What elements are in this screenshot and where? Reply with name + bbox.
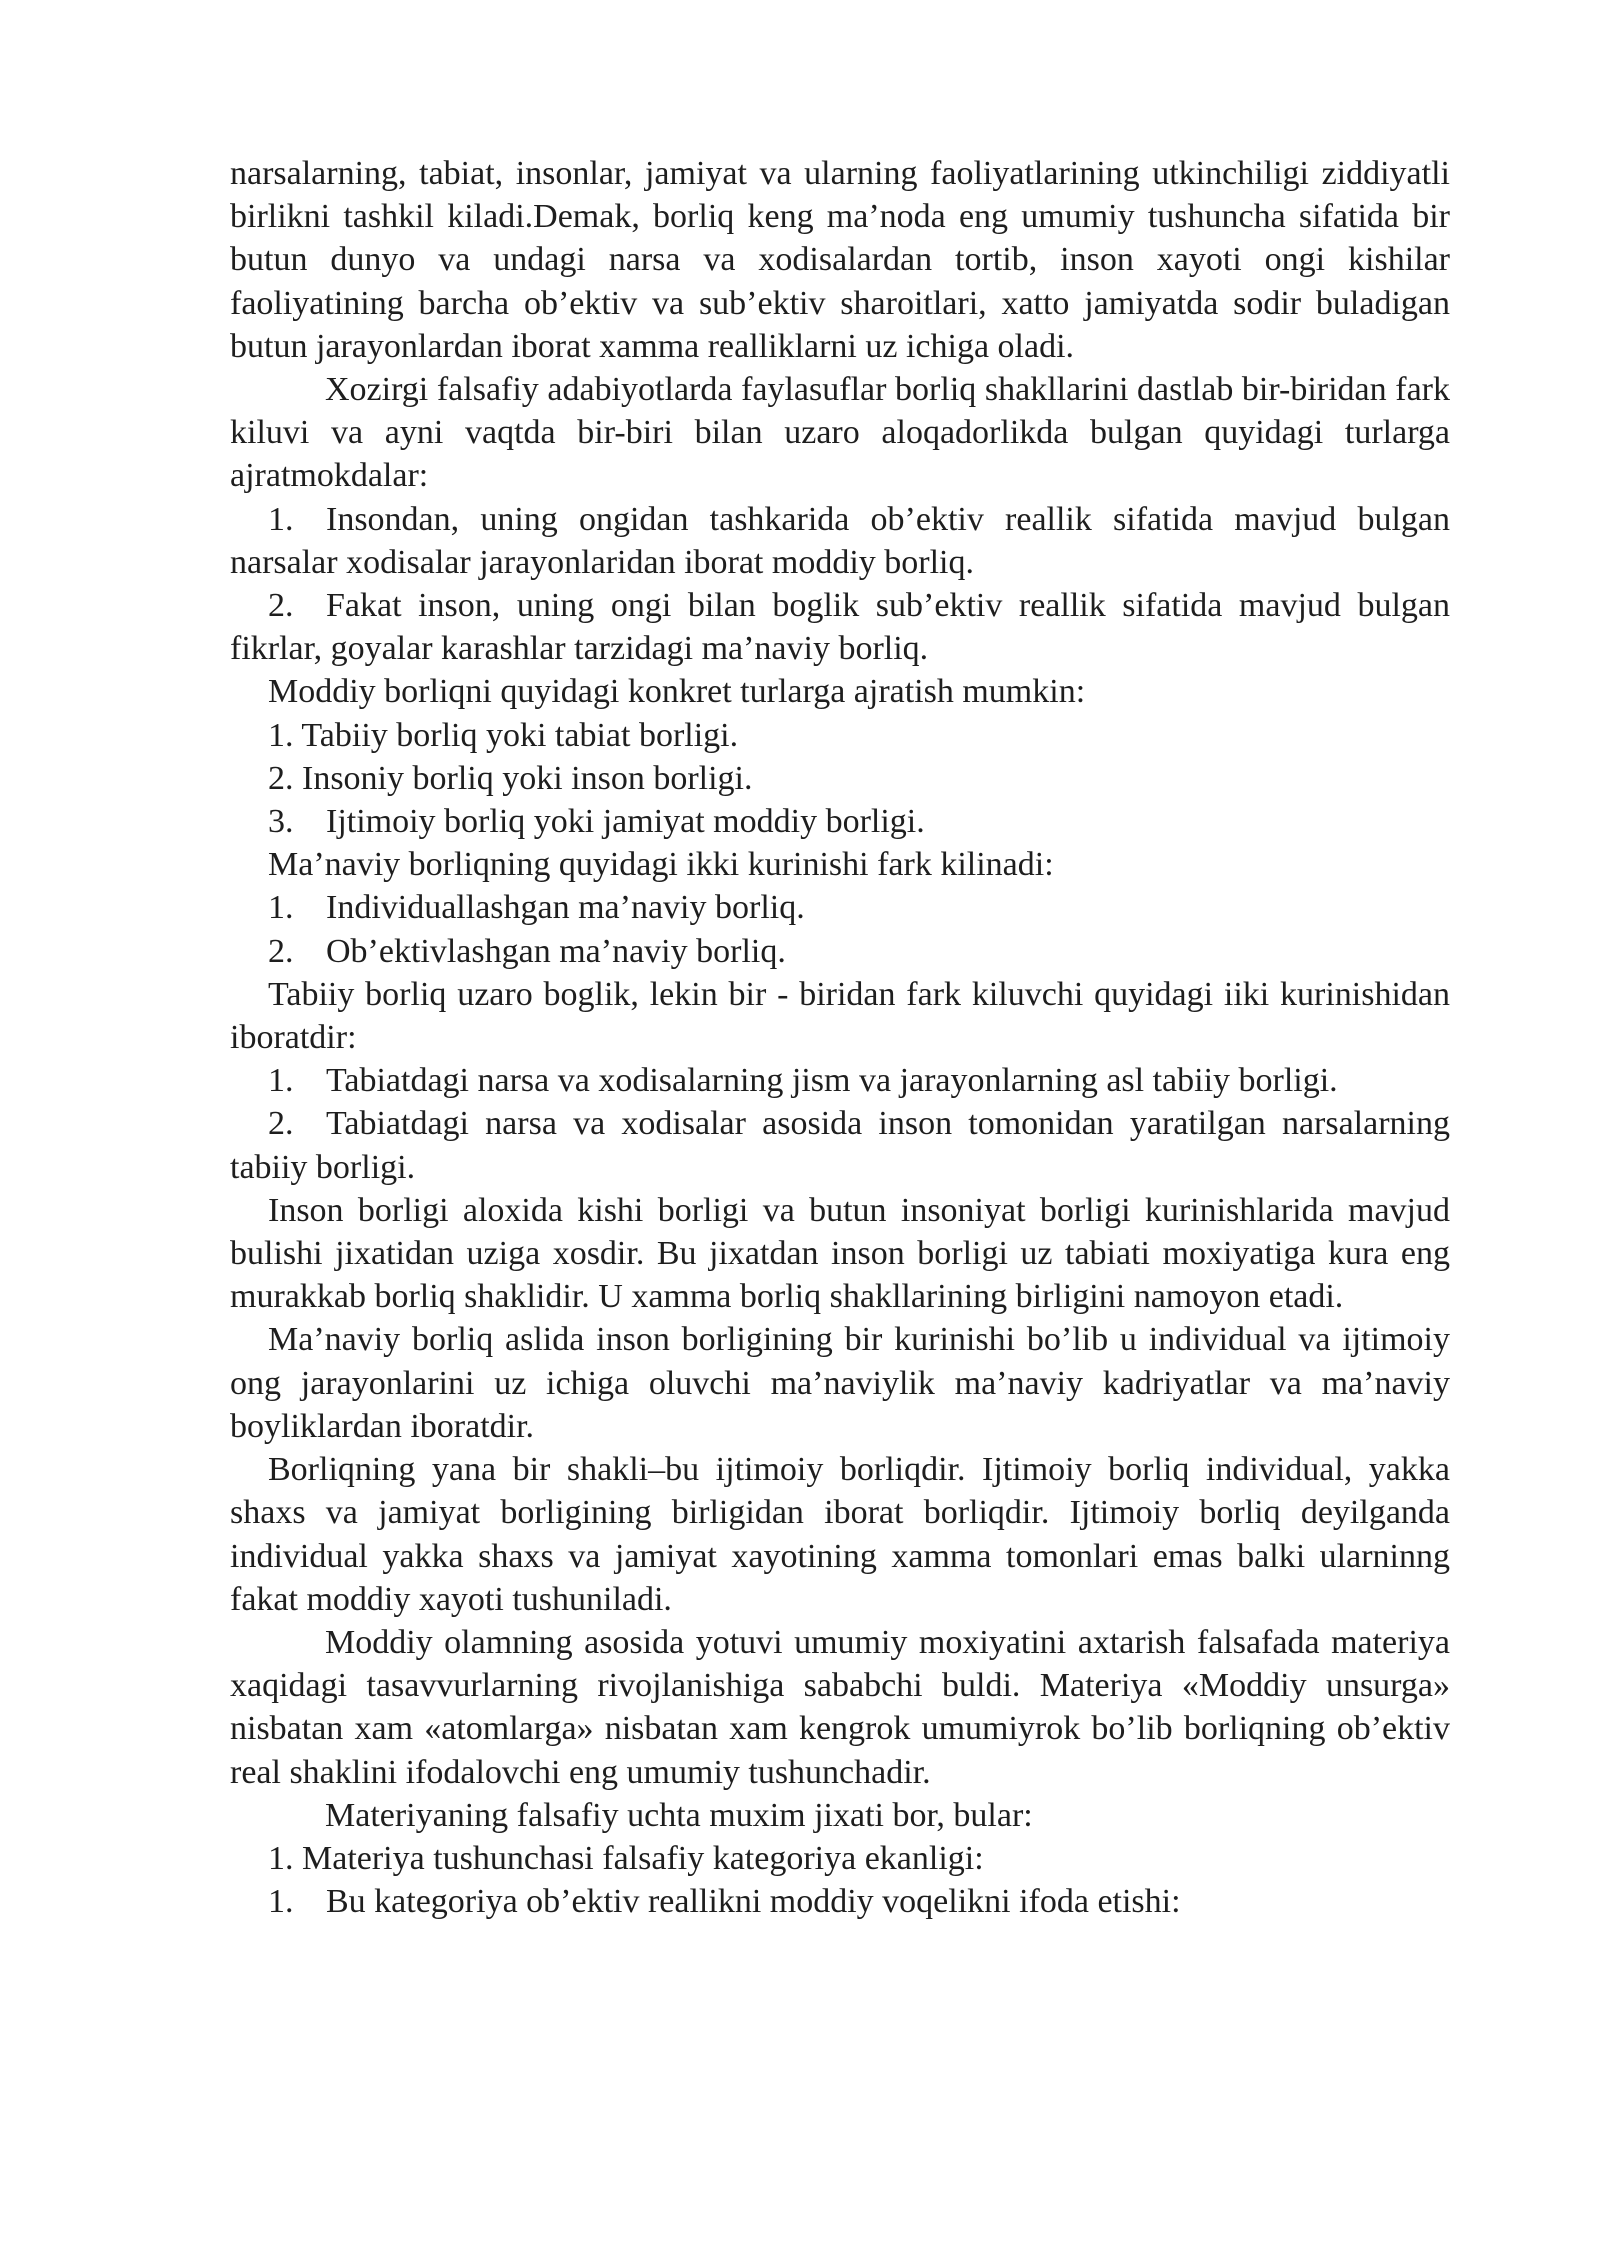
list-number: 2.: [268, 932, 294, 970]
list-text: Fakat inson, uning ongi bilan boglik sub’ektiv reallik sifatida mavjud bulgan fikrlar, goyalar karashlar tarzidagi ma’naviy borliq.: [230, 587, 1450, 668]
list-number: 1.: [268, 1062, 294, 1100]
list-text: Individuallashgan ma’naviy borliq.: [326, 889, 805, 927]
paragraph-intro: narsalarning, tabiat, insonlar, jamiyat va ularning faoliyatlarining utkinchiligi ziddiyatli birlikni tashkil kiladi.Demak, borliq keng ma’noda eng umumiy tushuncha sifatida bir butun dunyo va undagi narsa va xodisalardan tortib, inson xayoti ongi kishilar faoliyatining barcha ob’ektiv va sub’ektiv sharoitlari, xatto jamiyatda sodir buladigan butun jarayonlardan iborat xamma realliklarni uz ichiga oladi.: [230, 155, 1450, 365]
list-text: Bu kategoriya ob’ektiv reallikni moddiy voqelikni ifoda etishi:: [326, 1883, 1181, 1921]
paragraph-spiritual-types: Ma’naviy borliqning quyidagi ikki kurinishi fark kilinadi:: [268, 846, 1054, 884]
paragraph-matter: Moddiy olamning asosida yotuvi umumiy moxiyatini axtarish falsafada materiya xaqidagi tasavvurlarning rivojlanishiga sababchi buldi. Materiya «Moddiy unsurga» nisbatan xam «atomlarga» nisbatan xam kengrok umumiyrok bo’lib borliqning ob’ektiv real shaklini ifodalovchi eng umumiy tushunchadir.: [230, 1623, 1450, 1791]
list-item-human-being: 2. Insoniy borliq yoki inson borligi.: [268, 759, 753, 797]
list-number: 1.: [268, 500, 294, 538]
list-text: Tabiatdagi narsa va xodisalar asosida inson tomonidan yaratilgan narsalarning tabiiy borligi.: [230, 1105, 1450, 1186]
list-text: Ijtimoiy borliq yoki jamiyat moddiy borligi.: [326, 803, 925, 841]
paragraph-natural-types: Tabiiy borliq uzaro boglik, lekin bir - biridan fark kiluvchi quyidagi iiki kurinishidan iboratdir:: [230, 975, 1450, 1057]
list-item-objectified: [230, 930, 1450, 973]
list-item-material-being: [230, 498, 1450, 584]
paragraph-human-being: Inson borligi aloxida kishi borligi va butun insoniyat borligi kurinishlarida mavjud bulishi jixatidan uziga xosdir. Bu jixatdan inson borligi uz tabiati moxiyatiga kura eng murakkab borliq shaklidir. U xamma borliq shakllarining birligini namoyon etadi.: [230, 1191, 1450, 1316]
paragraph-material-types: Moddiy borliqni quyidagi konkret turlarga ajratish mumkin:: [268, 673, 1086, 711]
list-text: Tabiatdagi narsa va xodisalarning jism va jarayonlarning asl tabiiy borligi.: [326, 1062, 1338, 1100]
document-page: [230, 152, 1450, 1923]
list-number: 2.: [268, 587, 294, 625]
list-item-individualized: [230, 886, 1450, 929]
paragraph-matter-aspects: Materiyaning falsafiy uchta muxim jixati bor, bular:: [325, 1796, 1033, 1834]
list-item-created-nature: [230, 1102, 1450, 1188]
list-item-spiritual-being: [230, 584, 1450, 670]
list-text: Insondan, uning ongidan tashkarida ob’ektiv reallik sifatida mavjud bulgan narsalar xodisalar jarayonlaridan iborat moddiy borliq.: [230, 500, 1450, 581]
paragraph-spiritual-being: Ma’naviy borliq aslida inson borligining bir kurinishi bo’lib u individual va ijtimoiy ong jarayonlarini uz ichiga oluvchi ma’naviylik ma’naviy kadriyatlar va ma’naviy boyliklardan iboratdir.: [230, 1321, 1450, 1445]
list-item-natural-being: 1. Tabiiy borliq yoki tabiat borligi.: [268, 716, 739, 754]
paragraph-social-being: Borliqning yana bir shakli–bu ijtimoiy borliqdir. Ijtimoiy borliq individual, yakka shaxs va jamiyat borligining birligidan iborat borliqdir. Ijtimoiy borliq deyilganda individual yakka shaxs va jamiyat xayotining xamma tomonlari emas balki ularninng fakat moddiy xayoti tushuniladi.: [230, 1451, 1450, 1618]
list-item-social-being: [230, 800, 1450, 843]
list-text: Ob’ektivlashgan ma’naviy borliq.: [326, 932, 786, 970]
list-number: 1.: [268, 1883, 294, 1921]
list-item-philosophical-category: 1. Materiya tushunchasi falsafiy kategoriya ekanligi:: [268, 1839, 984, 1877]
list-item-objective-reality: [230, 1880, 1450, 1923]
list-number: 2.: [268, 1105, 294, 1143]
list-item-original-nature: [230, 1059, 1450, 1102]
list-number: 1.: [268, 889, 294, 927]
paragraph-forms-of-being: Xozirgi falsafiy adabiyotlarda faylasuflar borliq shakllarini dastlab bir-biridan fark kiluvi va ayni vaqtda bir-biri bilan uzaro aloqadorlikda bulgan quyidagi turlarga ajratmokdalar:: [230, 371, 1450, 495]
list-number: 3.: [268, 803, 294, 841]
